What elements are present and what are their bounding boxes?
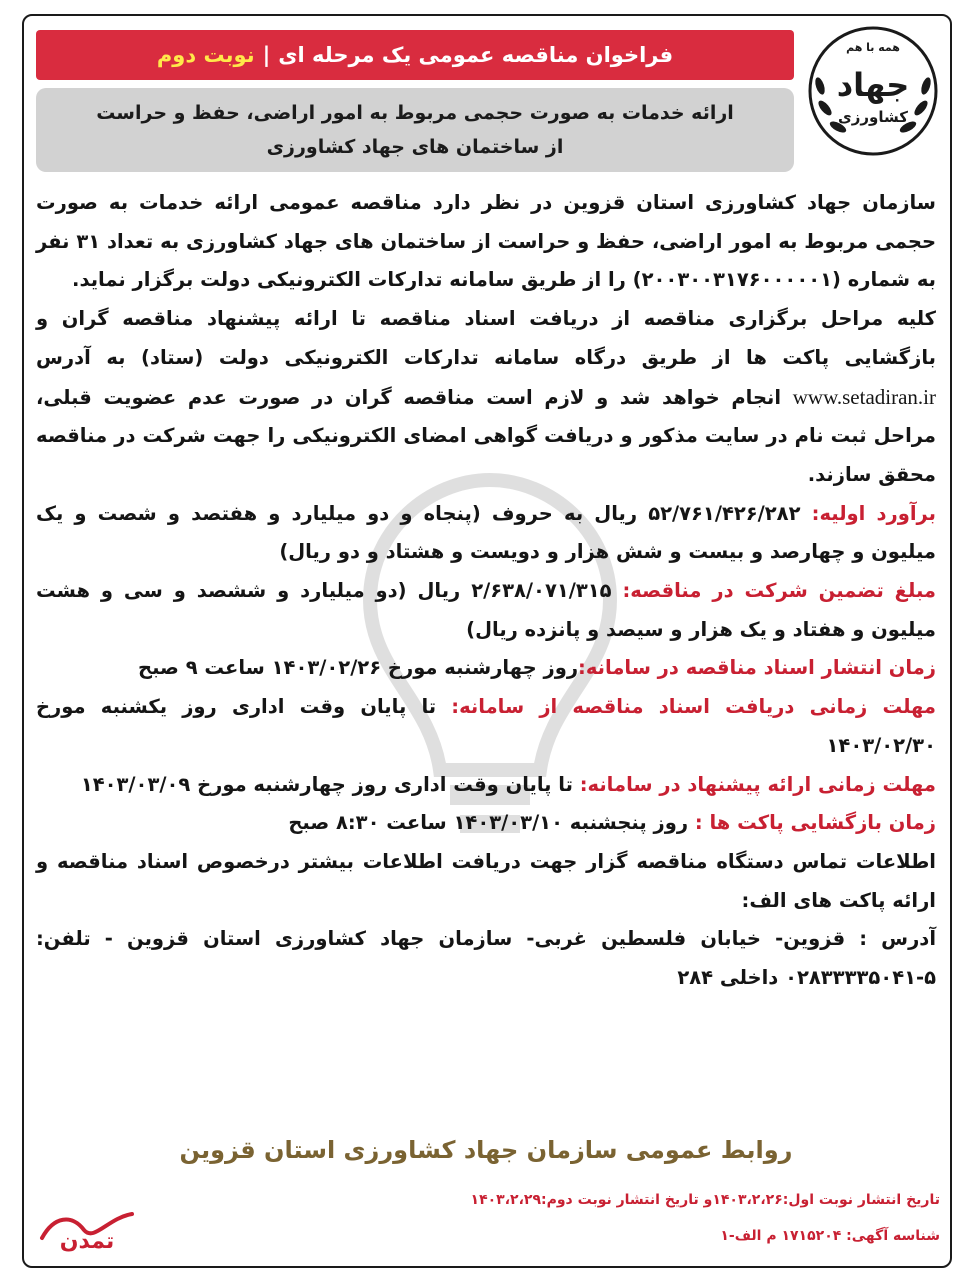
title-bar bbox=[36, 30, 794, 80]
paragraph-procedure bbox=[36, 300, 936, 495]
estimate-value: ۵۲/۷۶۱/۴۲۶/۲۸۲ ریال به حروف (پنجاه و دو میلیارد و هفتصد و شصت و یک میلیون و چهارصد و بیست و شش هزار و دویست و هشتاد و دو ریال) bbox=[36, 501, 936, 564]
contact-paragraph: اطلاعات تماس دستگاه مناقصه گزار جهت دریافت اطلاعات بیشتر درخصوص اسناد مناقصه و ارائه پاکت های الف: bbox=[36, 849, 936, 912]
submit-row bbox=[36, 766, 936, 805]
publish-value: روز چهارشنبه مورخ ۱۴۰۳/۰۲/۲۶ ساعت ۹ صبح bbox=[138, 656, 579, 680]
publish-row bbox=[36, 649, 936, 688]
address-paragraph: آدرس : قزوین- خیابان فلسطین غربی- سازمان جهاد کشاورزی استان قزوین - تلفن: ۵-۰۲۸۳۳۳۳۵۰۴۱ داخلی ۲۸۴ bbox=[36, 927, 936, 990]
notice-body bbox=[36, 184, 936, 998]
subtitle-box bbox=[36, 88, 794, 172]
logo-top-text: همه با هم bbox=[846, 41, 900, 54]
logo-main-text: جهاد bbox=[836, 66, 910, 104]
publish-label: زمان انتشار اسناد مناقصه در سامانه: bbox=[578, 656, 936, 680]
receive-label: مهلت زمانی دریافت اسناد مناقصه از سامانه: bbox=[451, 695, 936, 719]
opening-value: روز پنجشنبه ۱۴۰۳/۰۳/۱۰ ساعت ۸:۳۰ صبح bbox=[288, 811, 689, 835]
guarantee-label: مبلغ تضمین شرکت در مناقصه: bbox=[622, 579, 936, 603]
title-main: فراخوان مناقصه عمومی یک مرحله ای bbox=[278, 43, 674, 67]
title-separator: | bbox=[262, 43, 271, 67]
procedure-text-end: انجام خواهد شد و لازم است مناقصه گران در صورت عدم عضویت قبلی، مراحل ثبت نام در سایت مذکور و دریافت گواهی امضای الکترونیکی را جهت شرکت در مناقصه محقق سازند. bbox=[36, 385, 936, 486]
jahad-logo bbox=[806, 24, 940, 158]
guarantee-row bbox=[36, 572, 936, 649]
title-round: نوبت دوم bbox=[156, 43, 255, 67]
opening-row bbox=[36, 804, 936, 843]
stamp-text: تمدن bbox=[59, 1229, 115, 1254]
opening-label: زمان بازگشایی پاکت ها : bbox=[694, 811, 936, 835]
paragraph-intro: سازمان جهاد کشاورزی استان قزوین در نظر دارد مناقصه عمومی ارائه خدمات به صورت حجمی مربوط به امور اراضی، حفظ و حراست از ساختمان های جهاد کشاورزی به تعداد ۳۱ نفر به شماره (۲۰۰۳۰۰۳۱۷۶۰۰۰۰۰۱) را از طریق سامانه تدارکات الکترونیکی دولت برگزار نماید. bbox=[36, 191, 937, 292]
subtitle-line-1: ارائه خدمات به صورت حجمی مربوط به امور اراضی، حفظ و حراست bbox=[96, 102, 734, 124]
publish-dates: تاریخ انتشار نوبت اول:۱۴۰۳،۲،۲۶و تاریخ انتشار نوبت دوم:۱۴۰۳،۲،۲۹ bbox=[470, 1192, 940, 1208]
procedure-text-start: کلیه مراحل برگزاری مناقصه از دریافت اسناد مناقصه تا ارائه پیشنهاد مناقصه گران و بازگشایی پاکت ها از طریق درگاه سامانه تدارکات الکترونیکی دولت (ستاد) به آدرس bbox=[36, 307, 936, 369]
tamadon-stamp-logo bbox=[34, 1196, 140, 1256]
subtitle-line-2: از ساختمان های جهاد کشاورزی bbox=[266, 136, 564, 158]
estimate-label: برآورد اولیه: bbox=[811, 501, 936, 525]
submit-value: تا پایان وقت اداری روز چهارشنبه مورخ ۱۴۰۳/۰۳/۰۹ bbox=[80, 772, 573, 796]
logo-bottom-text: کشاورزی bbox=[838, 108, 908, 126]
receive-row bbox=[36, 688, 936, 765]
estimate-row bbox=[36, 495, 936, 572]
guarantee-value: ۲/۶۳۸/۰۷۱/۳۱۵ ریال (دو میلیارد و ششصد و سی و هشت میلیون و هفتاد و یک هزار و سیصد و پانزده ریال) bbox=[36, 579, 936, 641]
public-relations-title: روابط عمومی سازمان جهاد کشاورزی استان قزوین bbox=[179, 1136, 793, 1164]
receive-value: تا پایان وقت اداری روز یکشنبه مورخ ۱۴۰۳/۰۲/۳۰ bbox=[36, 695, 936, 757]
ad-identifier: شناسه آگهی: ۱۷۱۵۲۰۴ م الف-۱ bbox=[720, 1228, 940, 1244]
submit-label: مهلت زمانی ارائه پیشنهاد در سامانه: bbox=[579, 772, 936, 796]
setad-url-link[interactable]: www.setadiran.ir bbox=[792, 384, 936, 409]
